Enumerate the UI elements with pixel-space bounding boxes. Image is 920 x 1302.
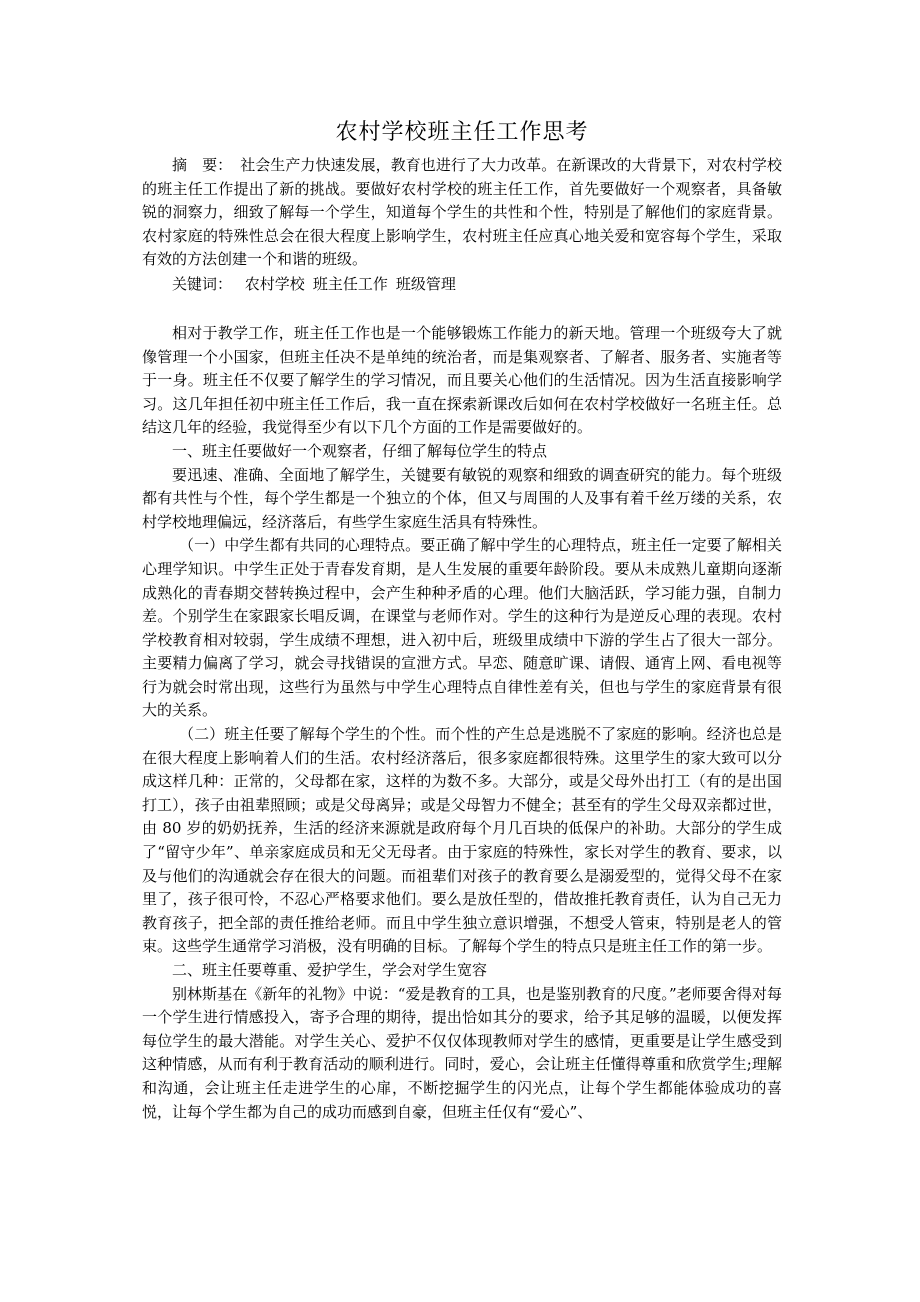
keywords-row: [142, 272, 782, 296]
keyword-item: 班主任工作: [312, 274, 388, 293]
abstract-paragraph: [142, 154, 782, 272]
document-body: [142, 118, 782, 1124]
keyword-item: 农村学校: [244, 274, 305, 293]
section-heading: 二、班主任要尊重、爱护学生，学会对学生宽容: [172, 961, 488, 979]
body-paragraph: 要迅速、准确、全面地了解学生，关键要有敏锐的观察和细致的调查研究的能力。每个班级都有共性与个性，每个学生都是一个独立的个体，但又与周围的人及事有着千丝万缕的关系，农村学校地理偏远，经济落后，有些学生家庭生活具有特殊性。: [142, 465, 782, 531]
abstract-label: 摘 要：: [172, 156, 233, 174]
abstract-text: 社会生产力快速发展，教育也进行了大力改革。在新课改的大背景下，对农村学校的班主任工作提出了新的挑战。要做好农村学校的班主任工作，首先要做好一个观察者，具备敏锐的洞察力，细致了解每一个学生，知道每个学生的共性和个性，特别是了解他们的家庭背景。农村家庭的特殊性总会在很大程度上影响学生，农村班主任应真心地关爱和宽容每个学生，采取有效的方法创建一个和谐的班级。: [142, 156, 782, 269]
document-title: 农村学校班主任工作思考: [335, 120, 589, 145]
keywords-label: 关键词：: [172, 274, 233, 293]
keyword-item: 班级管理: [395, 274, 456, 293]
body-paragraph: 别林斯基在《新年的礼物》中说：“爱是教育的工具，也是鉴别教育的尺度。”老师要舍得对每一个学生进行情感投入，寄予合理的期待，提出恰如其分的要求，给予其足够的温暖，以便发挥每位学生的最大潜能。对学生关心、爱护不仅仅体现教师对学生的感情，更重要是让学生感受到这种情感，从而有利于教育活动的顺利进行。同时，爱心，会让班主任懂得尊重和欣赏学生;理解和沟通，会让班主任走进学生的心扉，不断挖掘学生的闪光点，让每个学生都能体验成功的喜悦，让每个学生都为自己的成功而感到自豪，但班主任仅有“爱心”、: [142, 984, 782, 1121]
spacer: [142, 296, 782, 322]
body-paragraph: 相对于教学工作，班主任工作也是一个能够锻炼工作能力的新天地。管理一个班级夸大了就像管理一个小国家，但班主任决不是单纯的统治者，而是集观察者、了解者、服务者、实施者等于一身。班主任不仅要了解学生的学习情况，而且要关心他们的生活情况。因为生活直接影响学习。这几年担任初中班主任工作后，我一直在探索新课改后如何在农村学校做好一名班主任。总结这几年的经验，我觉得至少有以下几个方面的工作是需要做好的。: [142, 323, 782, 437]
body-paragraph: （二）班主任要了解每个学生的个性。而个性的产生总是逃脱不了家庭的影响。经济也总是在很大程度上影响着人们的生活。农村经济落后，很多家庭都很特殊。这里学生的家大致可以分成这样几种：正常的，父母都在家，这样的为数不多。大部分，或是父母外出打工（有的是出国打工），孩子由祖辈照顾；或是父母离异；或是父母智力不健全；甚至有的学生父母双亲都过世，由 80 岁的奶奶抚养，生活的经济来源就是政府每个月几百块的低保户的补助。大部分的学生成了“留守少年”、单亲家庭成员和无父无母者。由于家庭的特殊性，家长对学生的教育、要求，以及与他们的沟通就会存在很大的问题。而祖辈们对孩子的教育要么是溺爱型的，觉得父母不在家里了，孩子很可怜，不忍心严格要求他们。要么是放任型的，借故推托教育责任，认为自己无力教育孩子，把全部的责任推给老师。而且中学生独立意识增强，不想受人管束，特别是老人的管束。这些学生通常学习消极，没有明确的目标。了解每个学生的特点只是班主任工作的第一步。: [142, 725, 782, 956]
section-heading: 一、班主任要做好一个观察者，仔细了解每位学生的特点: [172, 441, 548, 460]
body-paragraph: （一）中学生都有共同的心理特点。要正确了解中学生的心理特点，班主任一定要了解相关心理学知识。中学生正处于青春发育期，是人生发展的重要年龄阶段。要从未成熟儿童期向逐渐成熟化的青春期交替转换过程中，会产生种种矛盾的心理。他们大脑活跃，学习能力强，自制力差。个别学生在家跟家长唱反调，在课堂与老师作对。学生的这种行为是逆反心理的表现。农村学校教育相对较弱，学生成绩不理想，进入初中后，班级里成绩中下游的学生占了很大一部分。主要精力偏离了学习，就会寻找错误的宣泄方式。早恋、随意旷课、请假、通宵上网、看电视等行为就会时常出现，这些行为虽然与中学生心理特点自律性差有关，但也与学生的家庭背景有很大的关系。: [142, 536, 782, 720]
